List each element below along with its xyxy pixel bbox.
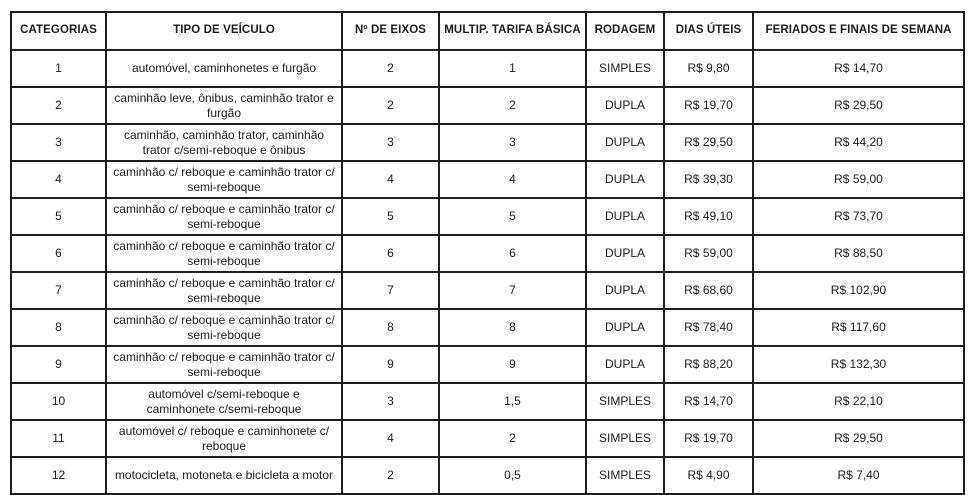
cell-tipo: caminhão leve, ônibus, caminhão trator e furgão [106, 87, 342, 124]
cell-feriados: R$ 29,50 [753, 420, 964, 457]
cell-multip: 4 [439, 161, 586, 198]
cell-rodagem: DUPLA [586, 309, 664, 346]
column-header-dias_uteis: DIAS ÚTEIS [664, 12, 753, 50]
cell-feriados: R$ 29,50 [753, 87, 964, 124]
cell-categoria: 6 [11, 235, 106, 272]
cell-tipo: caminhão c/ reboque e caminhão trator c/ semi-reboque [106, 198, 342, 235]
column-header-eixos: Nº DE EIXOS [342, 12, 439, 50]
cell-feriados: R$ 73,70 [753, 198, 964, 235]
toll-tariff-table [10, 11, 965, 495]
cell-rodagem: DUPLA [586, 235, 664, 272]
cell-rodagem: DUPLA [586, 124, 664, 161]
column-header-categoria: CATEGORIAS [11, 12, 106, 50]
cell-dias_uteis: R$ 68,60 [664, 272, 753, 309]
table-row [11, 235, 964, 272]
cell-rodagem: SIMPLES [586, 457, 664, 494]
table-row [11, 161, 964, 198]
cell-tipo: automóvel c/semi-reboque e caminhonete c/semi-reboque [106, 383, 342, 420]
cell-multip: 8 [439, 309, 586, 346]
cell-categoria: 12 [11, 457, 106, 494]
cell-rodagem: SIMPLES [586, 383, 664, 420]
cell-dias_uteis: R$ 19,70 [664, 420, 753, 457]
cell-multip: 2 [439, 420, 586, 457]
cell-eixos: 8 [342, 309, 439, 346]
table-row [11, 420, 964, 457]
cell-multip: 7 [439, 272, 586, 309]
cell-eixos: 4 [342, 161, 439, 198]
cell-tipo: caminhão c/ reboque e caminhão trator c/ semi-reboque [106, 346, 342, 383]
cell-rodagem: SIMPLES [586, 420, 664, 457]
cell-rodagem: DUPLA [586, 87, 664, 124]
cell-multip: 6 [439, 235, 586, 272]
cell-feriados: R$ 44,20 [753, 124, 964, 161]
cell-dias_uteis: R$ 59,00 [664, 235, 753, 272]
cell-tipo: caminhão c/ reboque e caminhão trator c/ semi-reboque [106, 309, 342, 346]
cell-eixos: 3 [342, 124, 439, 161]
cell-tipo: automóvel, caminhonetes e furgão [106, 50, 342, 87]
cell-eixos: 9 [342, 346, 439, 383]
cell-eixos: 2 [342, 457, 439, 494]
table-row [11, 50, 964, 87]
cell-eixos: 2 [342, 50, 439, 87]
cell-dias_uteis: R$ 78,40 [664, 309, 753, 346]
cell-tipo: motocicleta, motoneta e bicicleta a motor [106, 457, 342, 494]
cell-dias_uteis: R$ 49,10 [664, 198, 753, 235]
column-header-feriados: FERIADOS E FINAIS DE SEMANA [753, 12, 964, 50]
cell-dias_uteis: R$ 39,30 [664, 161, 753, 198]
table-row [11, 124, 964, 161]
cell-feriados: R$ 102,90 [753, 272, 964, 309]
table-row [11, 309, 964, 346]
table-row [11, 457, 964, 494]
table-row [11, 272, 964, 309]
column-header-rodagem: RODAGEM [586, 12, 664, 50]
cell-multip: 1 [439, 50, 586, 87]
column-header-multip: MULTIP. TARIFA BÁSICA [439, 12, 586, 50]
cell-feriados: R$ 88,50 [753, 235, 964, 272]
cell-categoria: 9 [11, 346, 106, 383]
cell-eixos: 7 [342, 272, 439, 309]
cell-tipo: caminhão c/ reboque e caminhão trator c/ semi-reboque [106, 235, 342, 272]
header-row [11, 12, 964, 50]
cell-rodagem: DUPLA [586, 272, 664, 309]
table-body [11, 50, 964, 494]
cell-dias_uteis: R$ 4,90 [664, 457, 753, 494]
cell-feriados: R$ 7,40 [753, 457, 964, 494]
cell-categoria: 1 [11, 50, 106, 87]
cell-feriados: R$ 22,10 [753, 383, 964, 420]
cell-eixos: 4 [342, 420, 439, 457]
table-row [11, 87, 964, 124]
table-row [11, 383, 964, 420]
cell-categoria: 5 [11, 198, 106, 235]
cell-dias_uteis: R$ 19,70 [664, 87, 753, 124]
cell-tipo: caminhão c/ reboque e caminhão trator c/ semi-reboque [106, 161, 342, 198]
cell-categoria: 11 [11, 420, 106, 457]
cell-categoria: 3 [11, 124, 106, 161]
cell-dias_uteis: R$ 29,50 [664, 124, 753, 161]
cell-categoria: 10 [11, 383, 106, 420]
cell-multip: 0,5 [439, 457, 586, 494]
cell-dias_uteis: R$ 88,20 [664, 346, 753, 383]
table-row [11, 198, 964, 235]
cell-tipo: caminhão, caminhão trator, caminhão trator c/semi-reboque e ônibus [106, 124, 342, 161]
cell-feriados: R$ 59,00 [753, 161, 964, 198]
cell-rodagem: DUPLA [586, 161, 664, 198]
cell-feriados: R$ 14,70 [753, 50, 964, 87]
cell-dias_uteis: R$ 9,80 [664, 50, 753, 87]
cell-eixos: 5 [342, 198, 439, 235]
cell-multip: 9 [439, 346, 586, 383]
cell-tipo: caminhão c/ reboque e caminhão trator c/ semi-reboque [106, 272, 342, 309]
cell-feriados: R$ 132,30 [753, 346, 964, 383]
cell-multip: 1,5 [439, 383, 586, 420]
cell-categoria: 8 [11, 309, 106, 346]
cell-categoria: 2 [11, 87, 106, 124]
cell-multip: 3 [439, 124, 586, 161]
cell-rodagem: SIMPLES [586, 50, 664, 87]
cell-categoria: 4 [11, 161, 106, 198]
cell-rodagem: DUPLA [586, 198, 664, 235]
cell-rodagem: DUPLA [586, 346, 664, 383]
cell-feriados: R$ 117,60 [753, 309, 964, 346]
cell-eixos: 2 [342, 87, 439, 124]
cell-eixos: 3 [342, 383, 439, 420]
cell-multip: 2 [439, 87, 586, 124]
cell-dias_uteis: R$ 14,70 [664, 383, 753, 420]
cell-eixos: 6 [342, 235, 439, 272]
cell-categoria: 7 [11, 272, 106, 309]
column-header-tipo: TIPO DE VEÍCULO [106, 12, 342, 50]
table-row [11, 346, 964, 383]
cell-tipo: automóvel c/ reboque e caminhonete c/ reboque [106, 420, 342, 457]
cell-multip: 5 [439, 198, 586, 235]
